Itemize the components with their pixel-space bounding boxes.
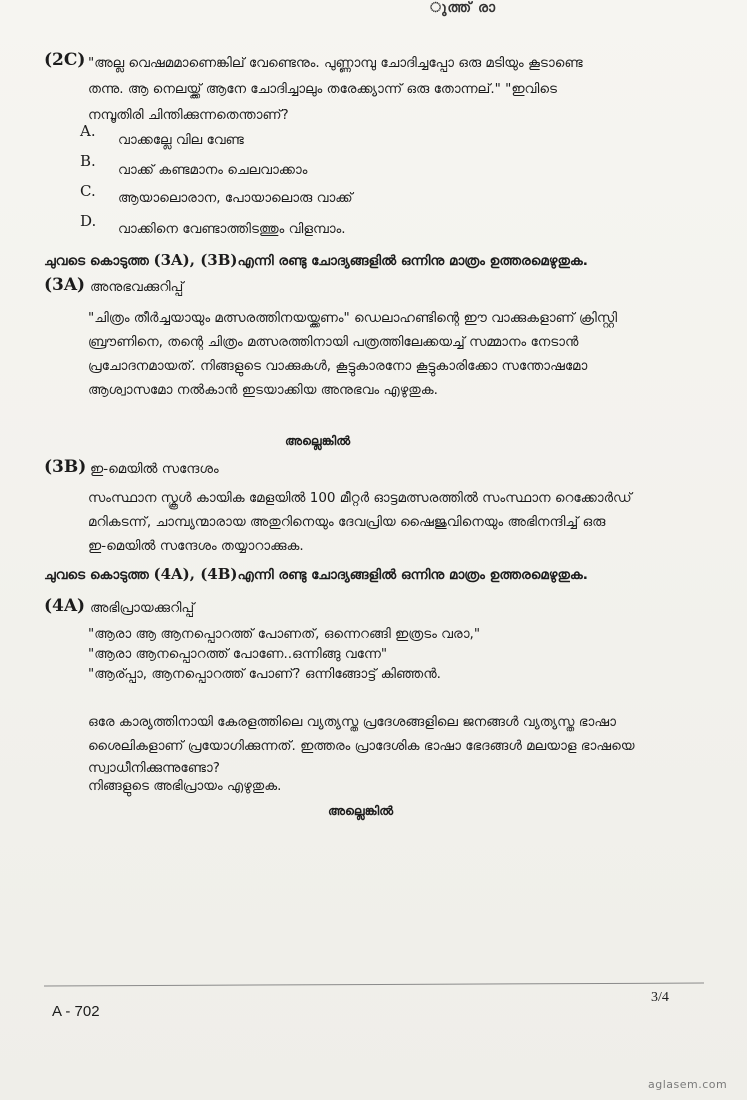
q3a-line-4: ആശ്വാസമോ നൽകാൻ ഇടയാക്കിയ അനുഭവം എഴുതുക. [88,382,438,398]
instruction-3-codes: (3A), (3B) [153,251,238,269]
option-b-text: വാക്ക് കണ്ടമാനം ചെലവാക്കാം [118,162,308,178]
q3b-line-3: ഇ-മെയിൽ സന്ദേശം തയ്യാറാക്കുക. [88,538,304,554]
option-c-letter: C. [80,182,96,200]
q4a-quote-1: "ആരാ ആ ആനപ്പൊറത്ത് പോണത്, ഒന്നെറങ്ങി ഇത്രടം വരാ," [88,626,481,642]
watermark: aglasem.com [648,1078,728,1091]
question-number-4a: (4A) [44,596,86,616]
q4a-quote-3: "ആര്പ്പാ, ആനപ്പൊറത്ത് പോണ്? ഒന്നിങ്ങോട്ട് കിഞ്ഞൻ. [88,666,441,682]
instruction-3-pre: ചുവടെ കൊടുത്ത [44,253,154,269]
header-fragment: ുത്ത് രാ [430,0,497,16]
option-b-letter: B. [80,152,96,170]
q4a-line-2: ശൈലികളാണ് പ്രയോഗിക്കുന്നത്. ഇത്തരം പ്രാദേശിക ഭാഷാ ഭേദങ്ങൾ മലയാള ഭാഷയെ [88,738,635,754]
page-number: 3/4 [651,990,669,1005]
instruction-4-post: എന്നി രണ്ടു ചോദ്യങ്ങളിൽ ഒന്നിനു മാത്രം ഉത്തരമെഴുതുക. [237,567,588,583]
instruction-3 [44,251,588,271]
option-a-text: വാക്കല്ലേ വില വേണ്ട [118,132,244,148]
instruction-4-pre: ചുവടെ കൊടുത്ത [44,567,154,583]
q3a-line-1: "ചിത്രം തീർച്ചയായും മത്സരത്തിനയയ്ക്കണം" ഡെലാഹണ്ടിന്റെ ഈ വാക്കുകളാണ് ക്രിസ്റ്റി [88,310,618,326]
q4a-line-4: നിങ്ങളുടെ അഭിപ്രായം എഴുതുക. [88,778,282,794]
option-d-letter: D. [80,212,97,230]
or-separator-1: അല്ലെങ്കിൽ [285,433,351,448]
or-separator-2: അല്ലെങ്കിൽ [328,803,394,818]
option-d-text: വാക്കിനെ വേണ്ടാത്തിടത്തും വിളമ്പാം. [118,221,346,237]
option-c-text: ആയാലൊരാന, പോയാലൊരു വാക്ക് [118,190,353,206]
q4a-line-1: ഒരേ കാര്യത്തിനായി കേരളത്തിലെ വ്യത്യസ്ത പ്രദേശങ്ങളിലെ ജനങ്ങൾ വ്യത്യസ്ത ഭാഷാ [88,714,616,730]
q4a-title: അഭിപ്രായക്കുറിപ്പ് [90,600,195,616]
footer-rule [44,983,704,987]
q4a-line-3: സ്വാധീനിക്കുന്നുണ്ടോ? [88,760,220,776]
q3b-line-2: മറികടന്ന്, ചാമ്പ്യന്മാരായ അതുറിനെയും ദേവപ്രിയ ഷൈജുവിനെയും അഭിനന്ദിച്ച് ഒരു [88,514,606,530]
q3a-line-3: പ്രചോദനമായത്. നിങ്ങളുടെ വാക്കുകൾ, കൂട്ടുകാരനോ കൂട്ടുകാരിക്കോ സന്തോഷമോ [88,358,588,374]
instruction-4-codes: (4A), (4B) [153,565,238,583]
q3a-title: അനുഭവക്കുറിപ്പ് [90,279,184,295]
q4a-quote-2: "ആരാ ആനപ്പൊറത്ത് പോണേ..ഒന്നിങ്ങു വന്നേ" [88,646,388,662]
instruction-3-post: എന്നി രണ്ടു ചോദ്യങ്ങളിൽ ഒന്നിനു മാത്രം ഉത്തരമെഴുതുക. [237,253,588,269]
q3b-line-1: സംസ്ഥാന സ്കൂൾ കായിക മേളയിൽ 100 മീറ്റർ ഓട്ടമത്സരത്തിൽ സംസ്ഥാന റെക്കോർഡ് [88,490,632,506]
q3a-line-2: ബ്രൗണിനെ, തന്റെ ചിത്രം മത്സരത്തിനായി പത്രത്തിലേക്കയച്ച് സമ്മാനം നേടാൻ [88,334,579,350]
question-number-2c: (2C) [44,50,86,70]
instruction-4 [44,565,588,585]
option-a-letter: A. [80,122,96,140]
q3b-title: ഇ-മെയിൽ സന്ദേശം [90,461,219,477]
q2c-stem-line-3: നമ്പൂതിരി ചിന്തിക്കുന്നതെന്താണ്? [88,107,289,123]
question-number-3a: (3A) [44,275,86,295]
q2c-stem-line-1: "അല്ല വെഷമമാണെങ്കില് വേണ്ടെനും. പുണ്ണാമ്പു ചോദിച്ചപ്പോ ഒരു മടിയും കൂടാണ്ടെ [88,55,583,71]
q2c-stem-line-2: തന്നു. ആ നെലയ്ക്ക് ആനേ ചോദിച്ചാലും തരേക്ക്യാന്ന് ഒരു തോന്നല്." "ഇവിടെ [88,81,557,97]
paper-code: A - 702 [52,1003,100,1020]
question-number-3b: (3B) [44,457,87,477]
